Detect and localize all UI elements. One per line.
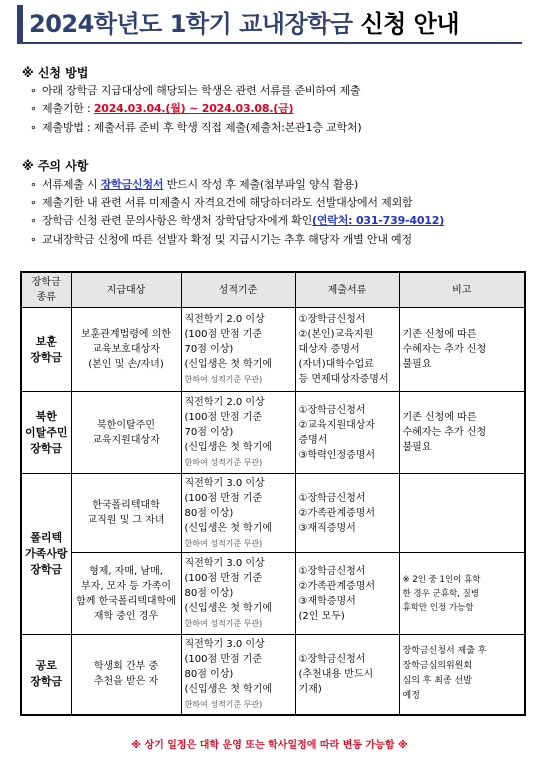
apply-bullet-1: ∘ 아래 장학금 지급대상에 해당되는 학생은 관련 서류를 준비하여 제출 [30,84,361,97]
note-bullet-4: ∘ 교내장학금 신청에 따른 선발자 확정 및 지급시기는 추후 해당자 개별 안내 예정 [30,233,412,246]
footer-notice: ※ 상기 일정은 대학 운영 또는 학사일정에 따라 변동 가능함 ※ [131,740,408,751]
notes-heading: ※ 주의 사항 [22,159,89,173]
docs-cell: ①장학금신청서 ②(본인)교육지원 대상자 증명서 (자녀)대학수업료 등 면제대상자증명서 [295,308,399,392]
criteria-cell [181,392,295,474]
table-row [21,474,525,553]
table-row [21,392,525,474]
criteria-text: 직전학기 2.0 이상 (100점 만점 기준 70점 이상) (신입생은 첫 학기에 [184,397,273,453]
criteria-small: 한하여 성적기준 무관) [184,699,263,709]
contact-phone: (연락처: 031-739-4012) [312,214,445,227]
scholarship-name: 북한 이탈주민 장학금 [21,392,71,474]
target-cell: 학생회 간부 중 추천을 받은 자 [71,635,181,715]
col-header-docs: 제출서류 [295,272,399,308]
note-cell: 장학금신청서 제출 후 장학금심의위원회 심의 후 최종 선발 예정 [399,635,525,715]
criteria-cell [181,308,295,392]
scholarship-name: 보훈 장학금 [21,308,71,392]
docs-cell: ①장학금신청서 ②교육지원대상자 증명서 ③학력인정증명서 [295,392,399,474]
deadline-value: 2024.03.04.(월) ~ 2024.03.08.(금) [93,102,294,115]
criteria-small: 한하여 성적기준 무관) [184,458,263,467]
apply-heading: ※ 신청 방법 [22,66,89,80]
criteria-text: 직전학기 2.0 이상 (100점 만점 기준 70점 이상) (신입생은 첫 학기에 [184,314,273,370]
table-row [21,553,525,635]
title-sub: 신청 안내 [360,10,459,38]
note-3-text: 장학금 신청 관련 문의사항은 학생처 장학담당자에게 확인 [42,214,313,227]
table-header-row [21,272,525,308]
note-bullet-1: ∘ 서류제출 시 장학금신청서 반드시 작성 후 제출(첨부파일 양식 활용) [30,178,359,191]
note-4-text: 교내장학금 신청에 따른 선발자 확정 및 지급시기는 추후 해당자 개별 안내 예정 [42,233,412,246]
deadline-label: 제출기한 : [42,102,91,115]
target-cell: 북한이탈주민 교육지원대상자 [71,392,181,474]
title-main: 2024학년도 1학기 교내장학금 [29,10,353,38]
note-bullet-2: ∘ 제출기한 내 관련 서류 미제출시 자격요건에 해당하더라도 선발대상에서 제외함 [30,196,413,209]
scholarship-name: 폴리텍 가족사랑 장학금 [21,474,71,635]
note-1-text-b: 반드시 작성 후 제출(첨부파일 양식 활용) [166,178,359,191]
scholarship-table [20,271,526,716]
note-2-text: 제출기한 내 관련 서류 미제출시 자격요건에 해당하더라도 선발대상에서 제외함 [42,196,413,209]
criteria-text: 직전학기 3.0 이상 (100점 만점 기준 80점 이상) (신입생은 첫 학기에 [184,558,273,614]
criteria-text: 직전학기 3.0 이상 (100점 만점 기준 80점 이상) (신입생은 첫 학기에 [184,638,273,695]
note-cell: ※ 2인 중 1인이 휴학 한 경우 군휴학, 질병 휴학만 인정 가능함 [399,553,525,635]
docs-cell: ①장학금신청서 ②가족관계증명서 ③재학증명서 (2인 모두) [295,553,399,635]
note-cell: 기존 신청에 따른 수혜자는 추가 신청 불필요 [399,308,525,392]
criteria-cell [181,635,295,715]
apply-bullet-3: ∘ 제출방법 : 제출서류 준비 후 학생 직접 제출(제출처:본관1층 교학처) [30,121,362,134]
criteria-cell [181,553,295,635]
criteria-small: 한하여 성적기준 무관) [184,619,263,628]
docs-cell: ①장학금신청서 ②가족관계증명서 ③재직증명서 [295,474,399,553]
criteria-small: 한하여 성적기준 무관) [184,538,263,548]
criteria-text: 직전학기 3.0 이상 (100점 만점 기준 80점 이상) (신입생은 첫 학기에 [184,477,273,534]
target-cell: 형제, 자매, 남매, 부자, 모자 등 가족이 함께 한국폴리텍대학에 재학 중인 경우 [71,553,181,635]
application-form-link[interactable]: 장학금신청서 [100,178,164,191]
criteria-cell [181,474,295,553]
col-header-target: 지급대상 [71,272,181,308]
target-cell: 한국폴리텍대학 교직원 및 그 자녀 [71,474,181,553]
docs-cell: ①장학금신청서 (추천내용 반드시 기재) [295,635,399,715]
table-row [21,308,525,392]
apply-bullet-1-text: 아래 장학금 지급대상에 해당되는 학생은 관련 서류를 준비하여 제출 [42,84,361,97]
note-cell [399,474,525,553]
scholarship-name: 공로 장학금 [21,635,71,715]
target-cell: 보훈관계법령에 의한 교육보호대상자 (본인 및 손/자녀) [71,308,181,392]
col-header-note: 비고 [399,272,525,308]
note-1-text-a: 서류제출 시 [42,178,98,191]
note-cell: 기존 신청에 따른 수혜자는 추가 신청 불필요 [399,392,525,474]
criteria-small: 한하여 성적기준 무관) [184,375,263,384]
col-header-criteria: 성적기준 [181,272,295,308]
note-bullet-3: ∘ 장학금 신청 관련 문의사항은 학생처 장학담당자에게 확인(연락처: 031-739-4012) [30,214,445,227]
apply-bullet-3-text: 제출방법 : 제출서류 준비 후 학생 직접 제출(제출처:본관1층 교학처) [42,121,362,134]
apply-bullet-2: ∘ 제출기한 : 2024.03.04.(월) ~ 2024.03.08.(금) [30,102,294,115]
col-header-type: 장학금 종류 [21,272,71,308]
table-row [21,635,525,715]
page-title [17,5,522,44]
